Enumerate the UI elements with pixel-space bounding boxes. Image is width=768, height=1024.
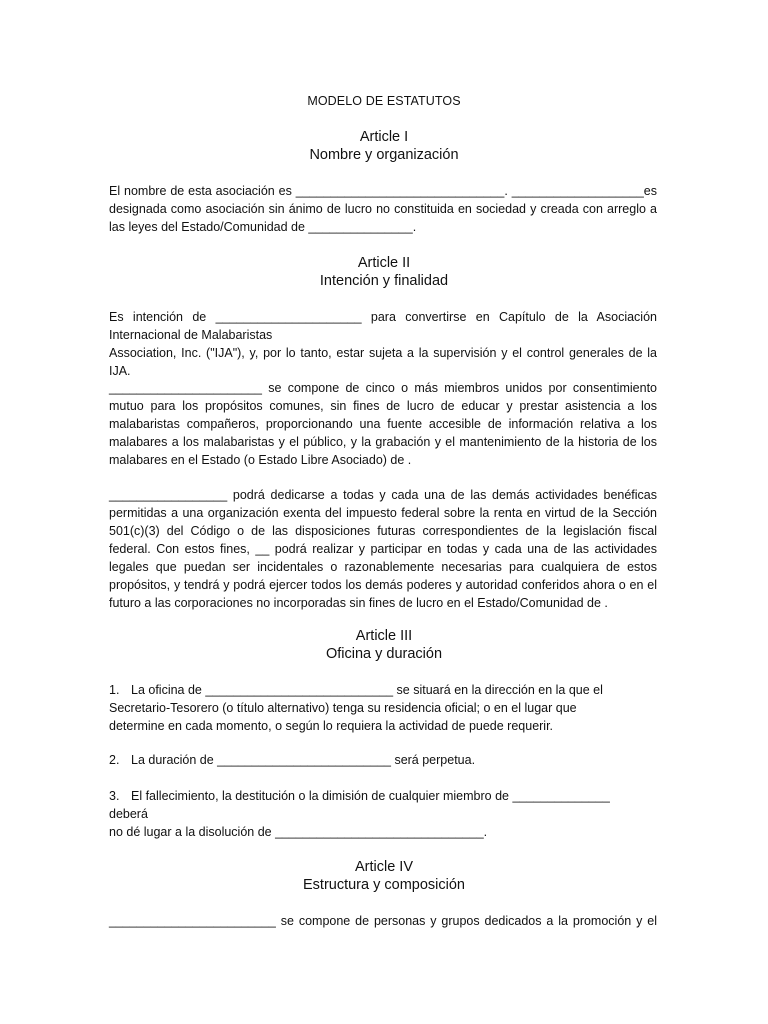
article-2-line: malabares a los malabaristas y el público, y la grabación y el mantenimiento de la historia de los bbox=[109, 435, 657, 449]
article-2-line: mutuo para los propósitos comunes, sin fines de lucro de educar y prestar asistencia a los bbox=[109, 399, 657, 413]
article-2-line: propósitos, y tendrá y podrá ejercer todos los demás poderes y autoridad conferidos ahora o en el bbox=[109, 578, 657, 592]
article-4-number: Article IV bbox=[354, 859, 413, 875]
item-text: El fallecimiento, la destitución o la dimisión de cualquier miembro de ______________ bbox=[131, 789, 610, 803]
article-4-line: ________________________ se compone de personas y grupos dedicados a la promoción y el bbox=[109, 914, 657, 928]
article-3-item-line bbox=[109, 787, 657, 805]
article-1-title: Nombre y organización bbox=[309, 147, 459, 163]
article-3-item-1 bbox=[109, 681, 657, 735]
item-number: 2. bbox=[109, 753, 120, 767]
article-1-paragraph bbox=[109, 182, 657, 236]
article-1-number: Article I bbox=[359, 129, 409, 145]
article-3-item-line bbox=[109, 681, 657, 699]
article-2-line: Association, Inc. ("IJA"), y, por lo tanto, estar sujeta a la supervisión y el control generales de la bbox=[109, 346, 657, 360]
article-2-line: _________________ podrá dedicarse a todas y cada una de las demás actividades benéficas bbox=[109, 488, 657, 502]
article-2-line: permitidas a una organización exenta del impuesto federal sobre la renta en virtud de la Sección bbox=[109, 506, 657, 520]
article-2-line: Internacional de Malabaristas bbox=[109, 328, 273, 342]
article-2-line: IJA. bbox=[109, 364, 131, 378]
article-1-line: las leyes del Estado/Comunidad de _______________. bbox=[109, 220, 417, 234]
article-2-line: ______________________ se compone de cinco o más miembros unidos por consentimiento bbox=[109, 381, 657, 395]
article-4-title: Estructura y composición bbox=[303, 877, 465, 893]
article-1-heading bbox=[0, 128, 768, 164]
item-number: 3. bbox=[109, 789, 120, 803]
article-4-heading bbox=[0, 858, 768, 894]
document-title: MODELO DE ESTATUTOS bbox=[307, 94, 461, 108]
article-3-title: Oficina y duración bbox=[325, 646, 443, 662]
article-4-paragraph bbox=[109, 912, 657, 930]
article-2-paragraph-1 bbox=[109, 308, 657, 380]
article-2-line: malabares en el Estado (o Estado Libre Asociado) de . bbox=[109, 453, 412, 467]
article-3-item-line bbox=[109, 751, 657, 769]
article-3-item-line: determine en cada momento, o según lo requiera la actividad de puede requerir. bbox=[109, 719, 554, 733]
article-3-item-line: Secretario-Tesorero (o título alternativo) tenga su residencia oficial; o en el lugar que bbox=[109, 701, 577, 715]
article-2-title: Intención y finalidad bbox=[319, 273, 449, 289]
article-3-item-2 bbox=[109, 751, 657, 769]
article-3-item-3 bbox=[109, 787, 657, 841]
article-2-line: legales que puedan ser incidentales o razonablemente necesarias para cualquiera de estos bbox=[109, 560, 657, 574]
article-3-item-line: no dé lugar a la disolución de ______________________________. bbox=[109, 825, 488, 839]
article-2-line: futuro a las corporaciones no incorporadas sin fines de lucro en el Estado/Comunidad de . bbox=[109, 596, 608, 610]
article-2-line: malabaristas compañeros, proporcionando una fuente accesible de información relativa a los bbox=[109, 417, 657, 431]
article-2-line: Es intención de _____________________ para convertirse en Capítulo de la Asociación bbox=[109, 310, 657, 324]
item-number: 1. bbox=[109, 683, 120, 697]
article-3-heading bbox=[0, 627, 768, 663]
article-2-line: federal. Con estos fines, __ podrá realizar y participar en todas y cada una de las actividades bbox=[109, 542, 657, 556]
article-3-number: Article III bbox=[355, 628, 413, 644]
article-2-heading bbox=[0, 254, 768, 290]
article-3-item-line: deberá bbox=[109, 807, 148, 821]
item-text: La oficina de ___________________________ se situará en la dirección en la que el bbox=[131, 683, 603, 697]
article-2-line: 501(c)(3) del Código o de las disposiciones futuras correspondientes de la legislación fiscal bbox=[109, 524, 657, 538]
article-2-number: Article II bbox=[357, 255, 411, 271]
article-1-line: El nombre de esta asociación es ______________________________. ___________________es bbox=[109, 184, 657, 198]
item-text: La duración de _________________________ será perpetua. bbox=[131, 753, 476, 767]
article-1-line: designada como asociación sin ánimo de lucro no constituida en sociedad y creada con arreglo a bbox=[109, 202, 657, 216]
article-2-paragraph-3 bbox=[109, 486, 657, 612]
article-2-paragraph-2 bbox=[109, 379, 657, 469]
